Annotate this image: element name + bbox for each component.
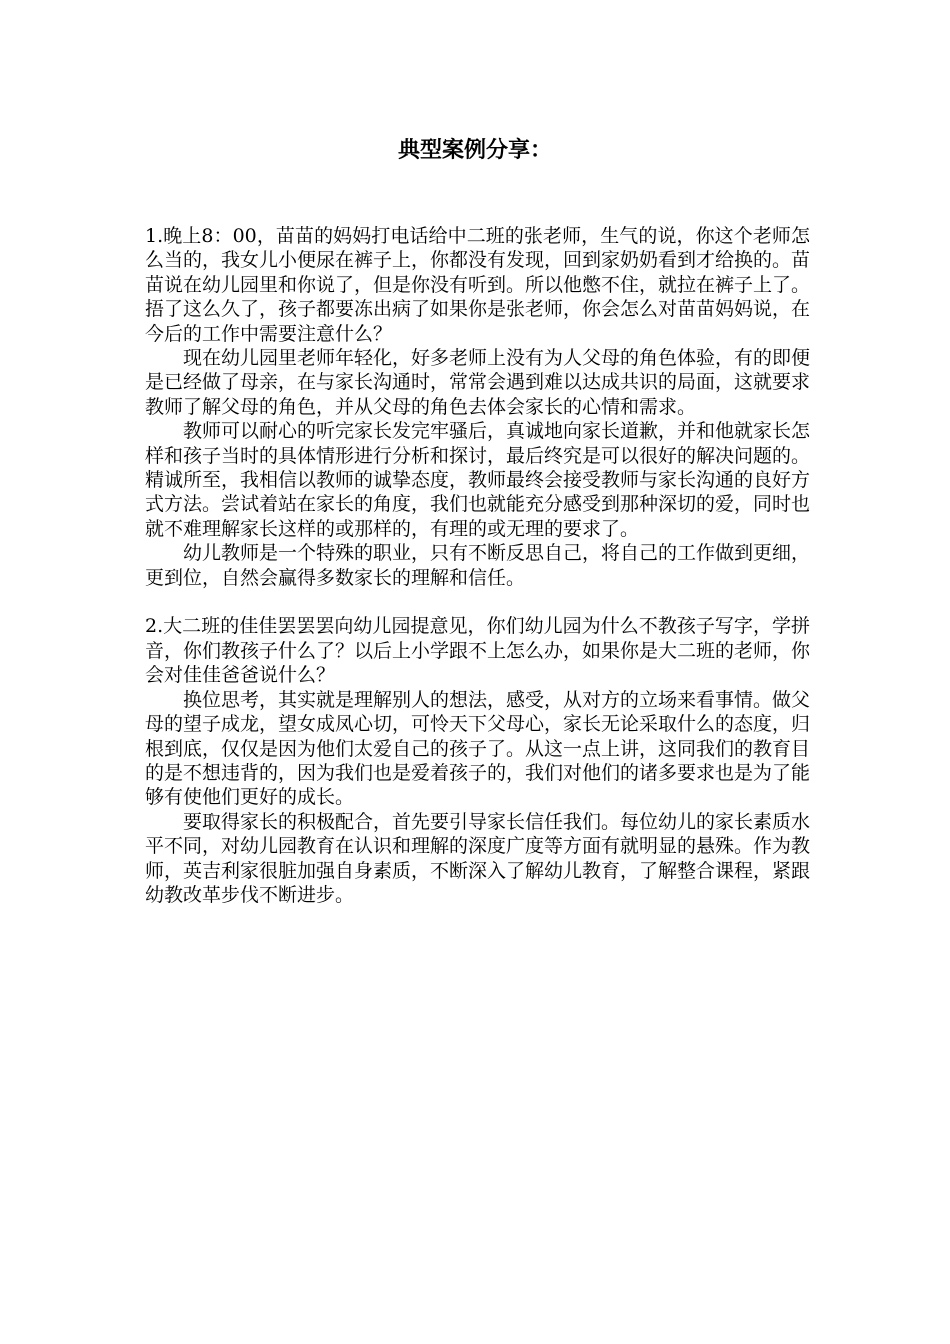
- case-1-paragraph-2: 教师可以耐心的听完家长发完牢骚后，真诚地向家长道歉，并和他就家长怎样和孩子当时的具体情形进行分析和探讨，最后终究是可以很好的解决问题的。精诚所至，我相信以教师的诚挚态度，教师最终会接受教师与家长沟通的良好方式方法。尝试着站在家长的角度，我们也就能充分感受到那种深切的爱，同时也就不难理解家长这样的或那样的，有理的或无理的要求了。: [145, 420, 811, 540]
- case-1-paragraph-1: 现在幼儿园里老师年轻化，好多老师上没有为人父母的角色体验，有的即便是已经做了母亲，在与家长沟通时，常常会遇到难以达成共识的局面，这就要求教师了解父母的角色，并从父母的角色去体会家长的心情和需求。: [145, 347, 811, 418]
- document-title: 典型案例分享：: [397, 138, 552, 163]
- case-2-question: 2.大二班的佳佳罢罢罢向幼儿园提意见，你们幼儿园为什么不教孩子写字，学拼音，你们教孩子什么了？以后上小学跟不上怎么办，如果你是大二班的老师，你会对佳佳爸爸说什么？: [145, 615, 811, 687]
- case-1-paragraph-3: 幼儿教师是一个特殊的职业，只有不断反思自己，将自己的工作做到更细，更到位，自然会赢得多数家长的理解和信任。: [145, 542, 811, 589]
- document-body: [145, 224, 810, 907]
- paragraph-spacer: [145, 590, 810, 614]
- case-2-paragraph-1: 换位思考，其实就是理解别人的想法，感受，从对方的立场来看事情。做父母的望子成龙，望女成凤心切，可怜天下父母心，家长无论采取什么的态度，归根到底，仅仅是因为他们太爱自己的孩子了。从这一点上讲，这同我们的教育目的是不想违背的，因为我们也是爱着孩子的，我们对他们的诸多要求也是为了能够有使他们更好的成长。: [145, 688, 811, 809]
- case-2-paragraph-2: 要取得家长的积极配合，首先要引导家长信任我们。每位幼儿的家长素质水平不同，对幼儿园教育在认识和理解的深度广度等方面有就明显的悬殊。作为教师，英吉利家很脏加强自身素质，不断深入了解幼儿教育，了解整合课程，紧跟幼教改革步伐不断进步。: [145, 810, 811, 906]
- case-1-question: 1.晚上8：00，苗苗的妈妈打电话给中二班的张老师，生气的说，你这个老师怎么当的，我女儿小便尿在裤子上，你都没有发现，回到家奶奶看到才给换的。苗苗说在幼儿园里和你说了，但是你没有听到。所以他憋不住，就拉在裤子上了。捂了这么久了，孩子都要冻出病了如果你是张老师，你会怎么对苗苗妈妈说，在今后的工作中需要注意什么？: [145, 225, 811, 345]
